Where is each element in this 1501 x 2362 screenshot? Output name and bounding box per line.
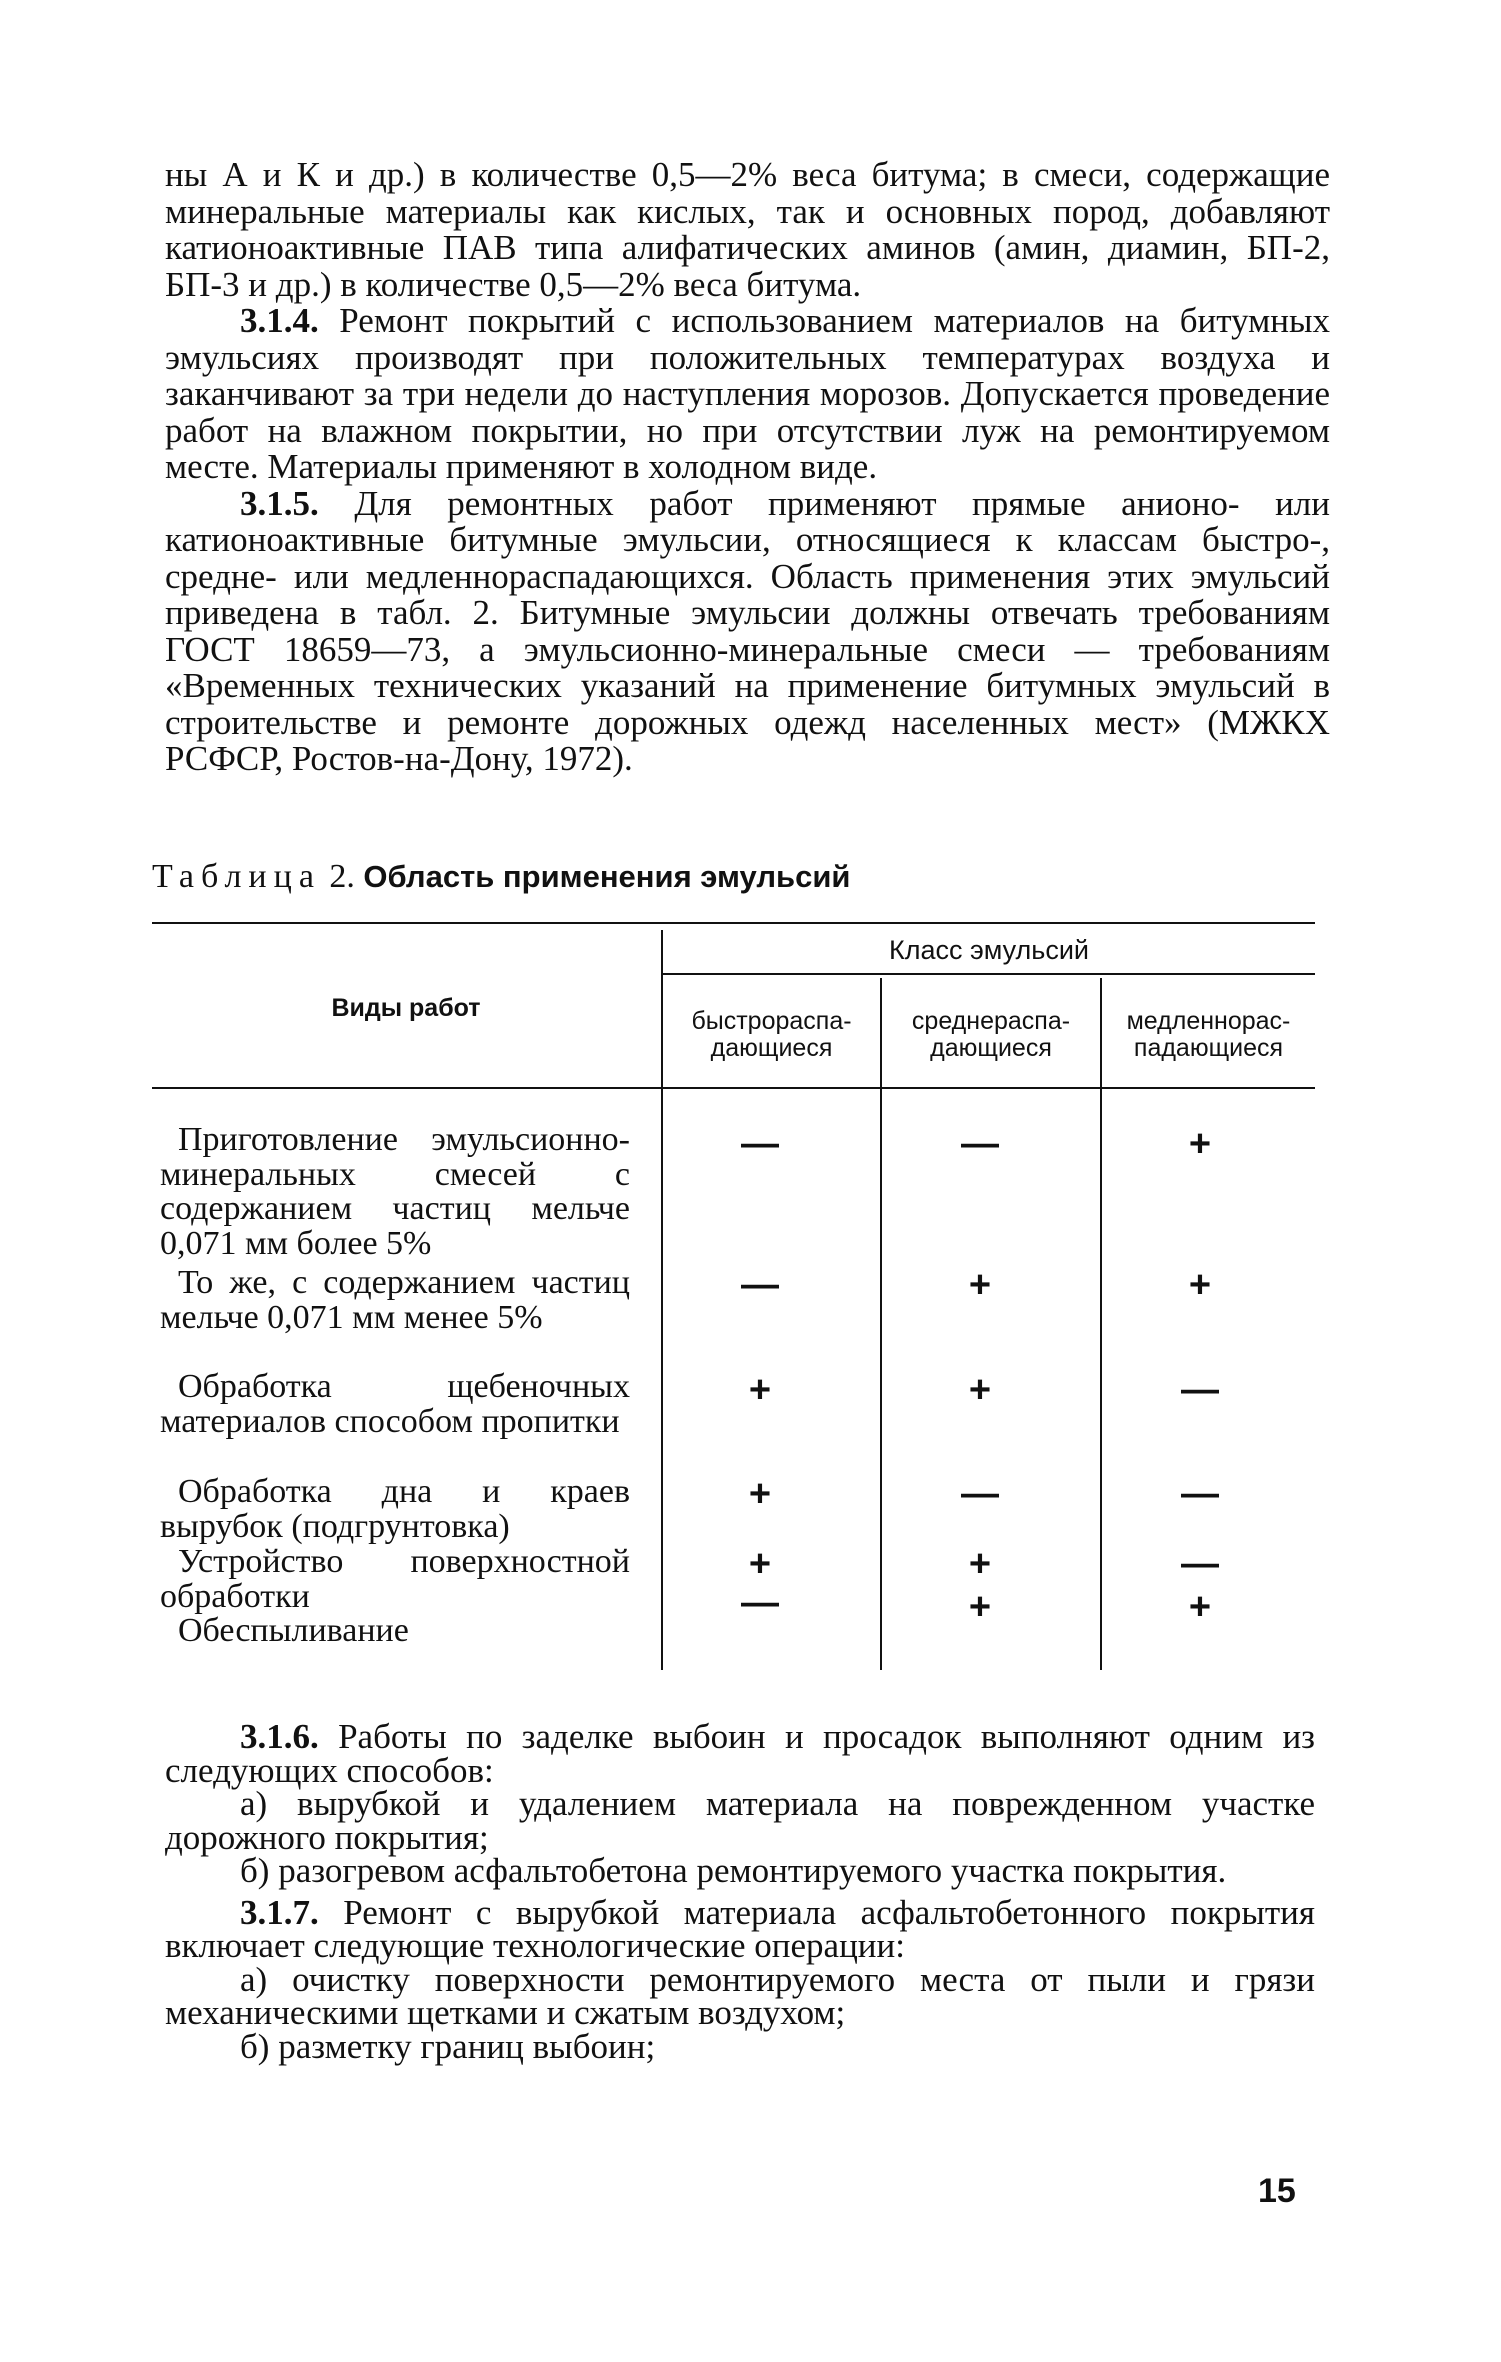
caption-word: Таблица (152, 858, 321, 895)
column-divider-1 (661, 930, 663, 1670)
paragraph-number: 3.1.7. (240, 1892, 319, 1932)
class-subheader-rule (662, 973, 1315, 975)
paragraph-text: Ремонт с вырубкой материала асфальтобетонного покрытия включает следующие технологические операции: (165, 1892, 1315, 1965)
bottom-text-block (165, 1717, 1316, 2066)
table-cell-mark: — (1181, 1369, 1219, 1411)
list-item-a: а) вырубкой и удалением материала на поврежденном участке дорожного покрытия; (165, 1784, 1315, 1857)
table-header-rule (152, 1087, 1315, 1089)
table-cell-mark: + (968, 1586, 992, 1628)
paragraph-text: Работы по заделке выбоин и просадок выполняют одним из следующих способов: (165, 1717, 1316, 1790)
table-cell-mark: + (748, 1473, 772, 1515)
table-row-work (160, 1545, 630, 1614)
paragraph-text: Ремонт покрытий с использованием материалов на битумных эмульсиях производят при положительных температурах воздуха и заканчивают за три недели до наступления морозов. Допускается проведение работ на влажном покрытии, но при отсутствии луж на ремонтируемом месте. Материалы применяют в холодном виде. (165, 301, 1330, 486)
caption-number: 2. (329, 858, 355, 895)
row-work-text: Устройство поверхностной обработки (160, 1543, 630, 1615)
table-row-work (160, 1370, 630, 1439)
table-cell-mark: + (1188, 1264, 1212, 1306)
column-divider-2 (880, 978, 882, 1670)
paragraph-3-1-5 (165, 483, 1330, 778)
row-work-text: Приготовление эмульсионно-минеральных смесей с содержанием частиц мельче 0,071 мм более 5% (160, 1121, 630, 1262)
table-top-rule (152, 922, 1315, 924)
table-cell-mark: + (1188, 1123, 1212, 1165)
table-row-work (160, 1475, 630, 1544)
table-row-work (160, 1266, 630, 1335)
table-cell-mark: + (968, 1543, 992, 1585)
column-divider-3 (1100, 978, 1102, 1670)
header-class: Класс эмульсий (888, 935, 1090, 965)
header-col-fast: быстрораспа- дающиеся (691, 1007, 852, 1062)
header-col-slow: медленнорас- падающиеся (1126, 1007, 1291, 1062)
page-number: 15 (1258, 2172, 1296, 2210)
paragraph-3-1-7 (165, 1892, 1315, 1965)
header-works: Виды работ (331, 994, 481, 1022)
paragraph-number: 3.1.6. (240, 1717, 319, 1756)
row-work-text: Обработка щебеночных материалов способом пропитки (160, 1368, 630, 1440)
paragraph-number: 3.1.4. (240, 301, 319, 340)
table-row-work (160, 1614, 630, 1649)
paragraph-3-1-6 (165, 1717, 1316, 1790)
list-item-b: б) разогревом асфальтобетона ремонтируемого участка покрытия. (240, 1851, 1227, 1890)
table-row-work (160, 1123, 630, 1261)
paragraph-number: 3.1.5. (240, 483, 319, 523)
row-work-text: Обеспыливание (178, 1612, 409, 1649)
table-cell-mark: — (1181, 1473, 1219, 1515)
table-cell-mark: — (961, 1473, 999, 1515)
top-text-block (165, 157, 1330, 778)
caption-title: Область применения эмульсий (363, 859, 851, 894)
row-work-text: То же, с содержанием частиц мельче 0,071 мм менее 5% (160, 1264, 630, 1336)
table-cell-mark: + (968, 1264, 992, 1306)
paragraph-text: Для ремонтных работ применяют прямые анионо- или катионоактивные битумные эмульсии, относящиеся к классам быстро-, средне- или медленнораспадающихся. Область применения этих эмульсий приведена в табл. 2. Битумные эмульсии должны отвечать требованиям ГОСТ 18659—73, а эмульсионно-минеральные смеси — требованиям «Временных технических указаний на применение битумных эмульсий в строительстве и ремонте дорожных одежд населенных мест» (МЖКХ РСФСР, Ростов-на-Дону, 1972). (165, 483, 1330, 778)
table-caption (152, 858, 850, 896)
table-cell-mark: — (1181, 1543, 1219, 1585)
table-cell-mark: + (968, 1369, 992, 1411)
paragraph-3-1-4 (165, 303, 1330, 486)
table-cell-mark: — (741, 1264, 779, 1306)
table-cell-mark: + (748, 1369, 772, 1411)
table-cell-mark: — (741, 1123, 779, 1165)
header-col-medium: среднераспа- дающиеся (911, 1007, 1071, 1062)
paragraph-continuation: ны А и К и др.) в количестве 0,5—2% веса битума; в смеси, содержащие минеральные материалы как кислых, так и основных пород, добавляют катионоактивные ПАВ типа алифатических аминов (амин, диамин, БП-2, БП-3 и др.) в количестве 0,5—2% веса битума. (165, 155, 1330, 304)
table-cell-mark: — (741, 1582, 779, 1624)
table-cell-mark: + (1188, 1586, 1212, 1628)
row-work-text: Обработка дна и краев вырубок (подгрунтовка) (160, 1473, 630, 1545)
list-item-a: а) очистку поверхности ремонтируемого места от пыли и грязи механическими щетками и сжатым воздухом; (165, 1959, 1315, 2032)
table-cell-mark: + (748, 1543, 772, 1585)
list-item-b: б) разметку границ выбоин; (240, 2026, 656, 2066)
table-cell-mark: — (961, 1123, 999, 1165)
